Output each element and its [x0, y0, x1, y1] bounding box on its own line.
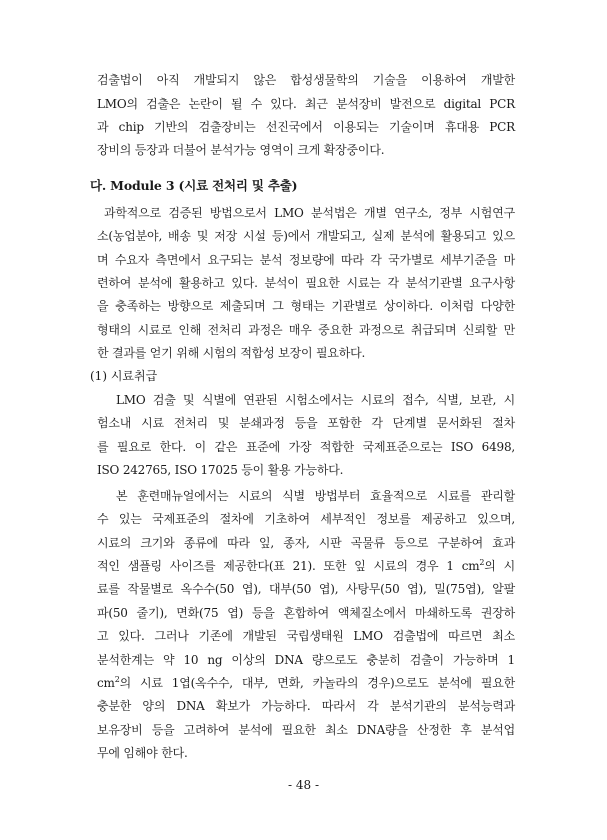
subsection-heading: (1) 시료취급	[90, 369, 158, 383]
text-line: 본 훈련매뉴얼에서는 시료의 식별 방법부터 효율적으로 시료를 관리할	[116, 489, 515, 503]
text-line: 분석한계는 약 10 ng 이상의 DNA 량으로도 충분히 검출이 가능하며 1	[97, 653, 515, 667]
text-line: 료를 작물별로 옥수수(50 엽), 대부(50 엽), 사탕무(50 엽), 밀(75엽), 알팔	[97, 582, 515, 596]
text-line: LMO의 검출은 논란이 될 수 있다. 최근 분석장비 발전으로 digital PCR	[97, 97, 515, 111]
text-line: 한 결과를 얻기 위해 시험의 적합성 보장이 필요하다.	[97, 346, 366, 360]
text-line: LMO 검출 및 식별에 연관된 시험소에서는 시료의 접수, 식별, 보관, 시	[116, 393, 515, 407]
text-line: 파(50 줄기), 면화(75 엽) 등을 혼합하여 액체질소에서 마쇄하도록 권장하	[97, 606, 515, 620]
text-line: 과학적으로 검증된 방법으로서 LMO 분석법은 개별 연구소, 정부 시험연구	[104, 206, 515, 220]
section-heading: 다. Module 3 (시료 전처리 및 추출)	[90, 178, 298, 193]
text-line: 시료의 크기와 종류에 따라 잎, 종자, 시판 곡물류 등으로 구분하여 효과	[97, 536, 515, 550]
text-line: 적인 샘플링 사이즈를 제공한다(표 21). 또한 잎 시료의 경우 1 $cm^2$의 시	[97, 558, 515, 573]
text-line: 수 있는 국제표준의 절차에 기초하여 세부적인 정보를 제공하고 있으며,	[97, 512, 515, 526]
superscript: 2	[114, 675, 120, 684]
text-line: 를 필요로 한다. 이 같은 표준에 가장 적합한 국제표준으로는 ISO 6498,	[97, 440, 515, 454]
text-line: 검출법이 아직 개발되지 않은 합성생물학의 기술을 이용하여 개발한	[97, 73, 515, 87]
text-line: 충분한 양의 DNA 확보가 가능하다. 따라서 각 분석기관의 분석능력과	[97, 699, 515, 713]
text-line: 형태의 시료로 인해 전처리 과정은 매우 중요한 과정으로 취급되며 신뢰할 만	[97, 323, 515, 337]
text-line: 무에 임해야 한다.	[97, 746, 188, 760]
text-line: 험소내 시료 전처리 및 분쇄과정 등을 포함한 각 단계별 문서화된 절차	[97, 416, 515, 430]
text-line: 과 chip 기반의 검출장비는 선진국에서 이용되는 기술이며 휴대용 PCR	[97, 120, 515, 134]
text-line: $cm^2$의 시료 1엽(옥수수, 대부, 면화, 카놀라의 경우)으로도 분석에 필요한	[97, 675, 515, 690]
text-line: 을 충족하는 방향으로 제출되며 그 형태는 기관별로 상이하다. 이처럼 다양한	[97, 299, 515, 313]
text-line: 장비의 등장과 더불어 분석가능 영역이 크게 확장중이다.	[97, 143, 385, 157]
text-line: 련하여 분석에 활용하고 있다. 분석이 필요한 시료는 각 분석기관별 요구사항	[97, 276, 515, 290]
page-number: - 48 -	[287, 778, 319, 792]
superscript: 2	[479, 558, 485, 567]
text-line: 며 수요자 측면에서 요구되는 분석 정보량에 따라 각 국가별로 세부기준을 마	[97, 253, 515, 267]
text-line: 고 있다. 그러나 기존에 개발된 국립생태원 LMO 검출법에 따르면 최소	[97, 629, 515, 643]
text-line: 소(농업분야, 배송 및 저장 시설 등)에서 개발되고, 실제 분석에 활용되고 있으	[97, 229, 515, 243]
text-line: 보유장비 등을 고려하여 분석에 필요한 최소 DNA량을 산정한 후 분석업	[97, 723, 515, 737]
text-line: ISO 242765, ISO 17025 등이 활용 가능하다.	[97, 463, 344, 477]
